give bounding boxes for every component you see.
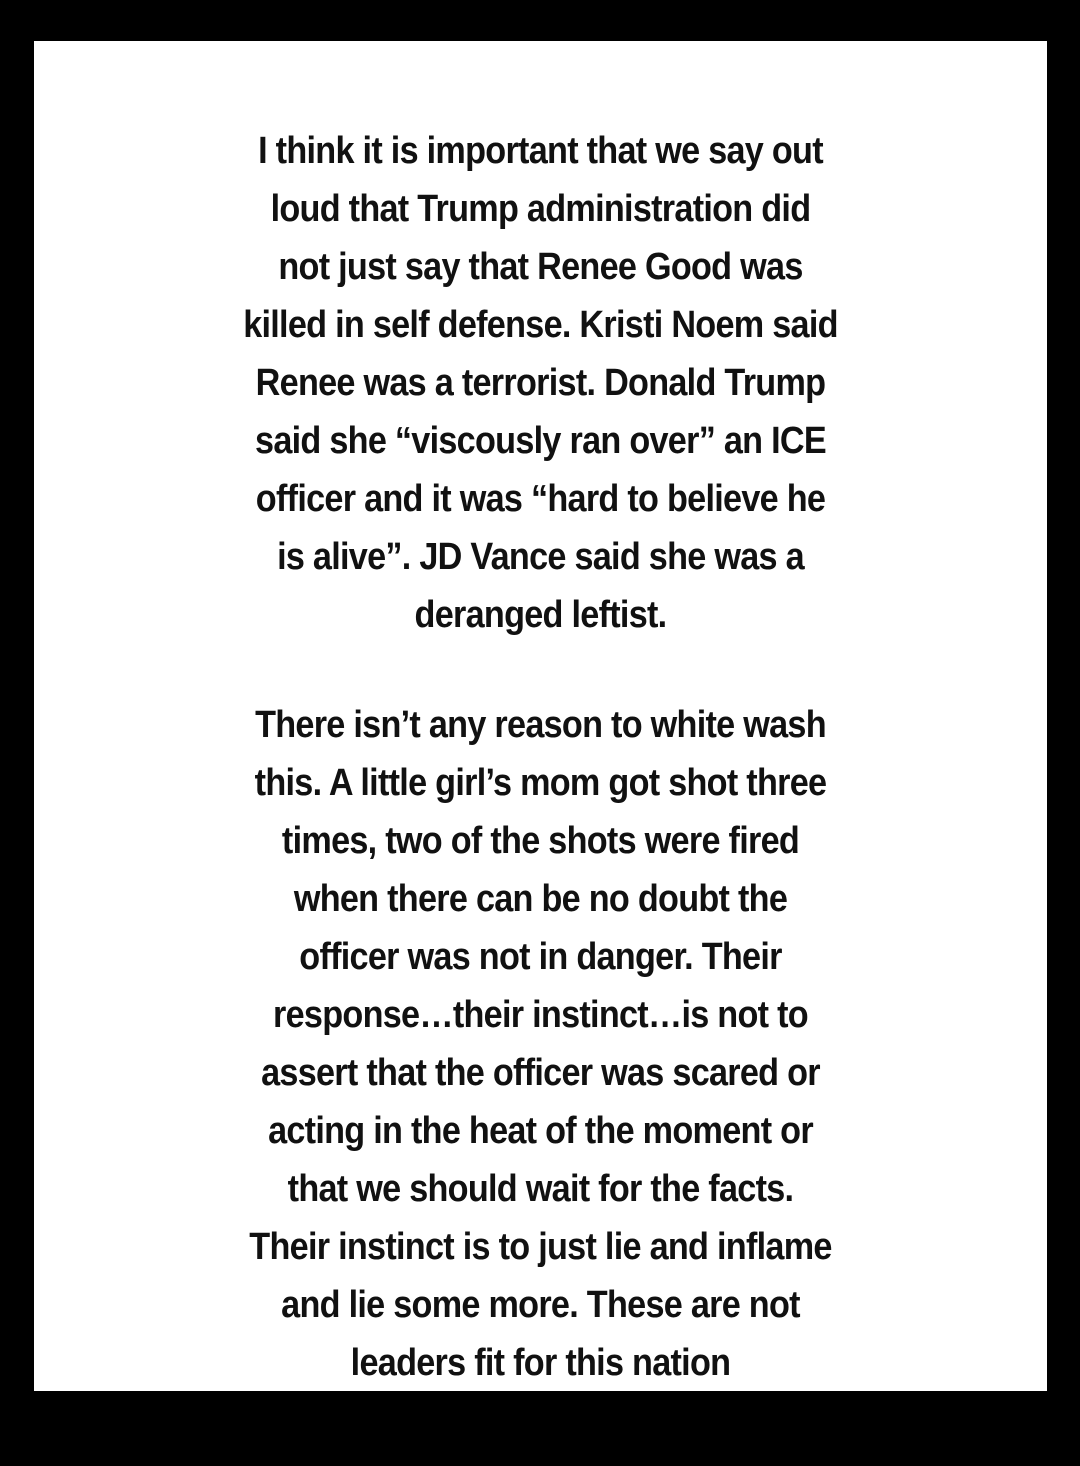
text-line: killed in self defense. Kristi Noem said [243, 304, 838, 346]
text-line: officer was not in danger. Their [299, 936, 782, 978]
text-line: There isn’t any reason to white wash [255, 704, 826, 746]
text-line: assert that the officer was scared or [261, 1052, 820, 1094]
text-line: when there can be no doubt the [293, 878, 788, 920]
paragraph-2 [85, 696, 997, 1392]
text-line: not just say that Renee Good was [278, 246, 803, 288]
text-card [34, 41, 1047, 1391]
text-line: officer and it was “hard to believe he [255, 478, 826, 520]
text-line: response…their instinct…is not to [273, 994, 808, 1036]
text-line: said she “viscously ran over” an ICE [255, 420, 826, 462]
text-line: loud that Trump administration did [270, 188, 811, 230]
text-line: leaders fit for this nation [350, 1342, 731, 1384]
text-line: and lie some more. These are not [281, 1284, 800, 1326]
text-line: this. A little girl’s mom got shot three [254, 762, 827, 804]
text-line: Renee was a terrorist. Donald Trump [255, 362, 826, 404]
text-line: deranged leftist. [414, 594, 667, 636]
paragraph-1 [85, 122, 997, 644]
text-line: is alive”. JD Vance said she was a [277, 536, 804, 578]
text-line: Their instinct is to just lie and inflame [249, 1226, 832, 1268]
text-line: acting in the heat of the moment or [268, 1110, 813, 1152]
text-line: that we should wait for the facts. [287, 1168, 794, 1210]
text-line: times, two of the shots were fired [281, 820, 800, 862]
text-line: I think it is important that we say out [258, 130, 823, 172]
